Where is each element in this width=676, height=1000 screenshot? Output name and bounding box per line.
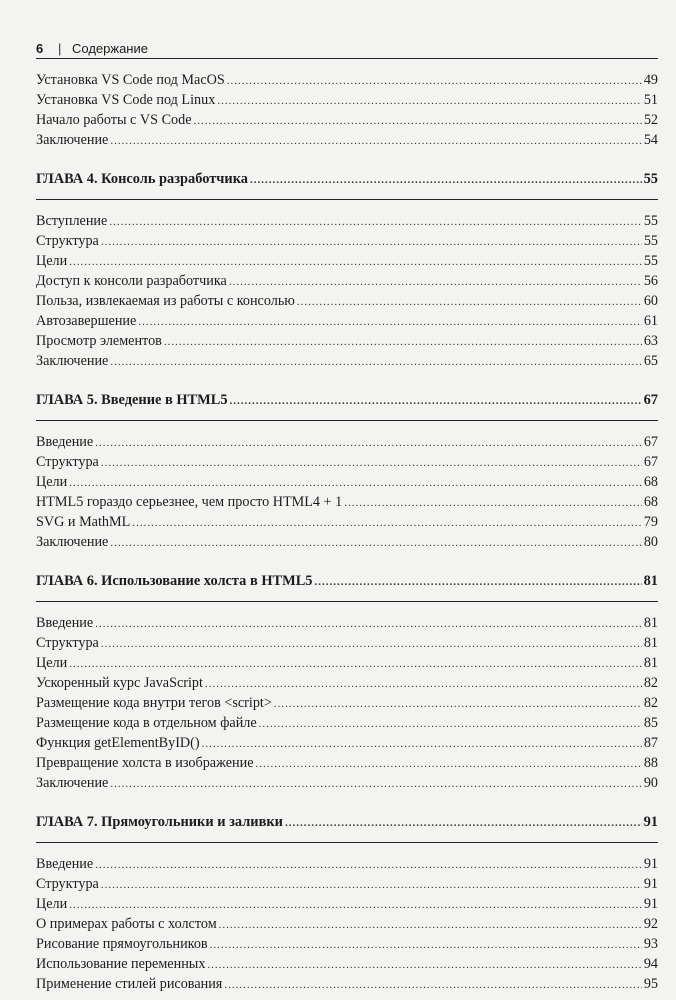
- entry-title: Превращение холста в изображение: [36, 755, 254, 771]
- page-number: 6: [36, 41, 44, 56]
- entry-page: 60: [643, 293, 658, 309]
- toc-entry[interactable]: [36, 854, 658, 874]
- toc-entry[interactable]: [36, 954, 658, 974]
- entry-page: 54: [643, 132, 658, 148]
- entry-title: Введение: [36, 856, 94, 872]
- leader-dots: [256, 754, 642, 774]
- chapter-title: ГЛАВА 6. Использование холста в HTML5: [36, 573, 313, 589]
- toc-entry[interactable]: [36, 271, 658, 291]
- entry-page: 81: [643, 635, 658, 651]
- running-head-title: Содержание: [72, 41, 148, 56]
- leader-dots: [259, 714, 642, 734]
- entry-page: 55: [643, 233, 658, 249]
- entry-title: Установка VS Code под Linux: [36, 92, 216, 108]
- entry-title: SVG и MathML: [36, 514, 131, 530]
- toc-entry[interactable]: [36, 231, 658, 251]
- entry-title: Автозавершение: [36, 313, 137, 329]
- entry-title: Структура: [36, 233, 99, 249]
- leader-dots: [207, 955, 641, 975]
- entry-title: Ускоренный курс JavaScript: [36, 675, 203, 691]
- leader-dots: [194, 111, 642, 131]
- leader-dots: [285, 813, 642, 833]
- leader-dots: [101, 875, 642, 895]
- leader-dots: [138, 312, 642, 332]
- leader-dots: [230, 391, 642, 411]
- entry-title: Заключение: [36, 775, 109, 791]
- chapter-title: ГЛАВА 4. Консоль разработчика: [36, 171, 248, 187]
- toc-entry[interactable]: [36, 653, 658, 673]
- entry-title: Цели: [36, 474, 68, 490]
- entry-page: 90: [643, 775, 658, 791]
- entry-title: Рисование прямоугольников: [36, 936, 208, 952]
- toc-entry[interactable]: [36, 914, 658, 934]
- leader-dots: [69, 252, 642, 272]
- entry-title: Размещение кода в отдельном файле: [36, 715, 257, 731]
- entry-page: 63: [643, 333, 658, 349]
- entry-page: 81: [643, 615, 658, 631]
- entry-title: Цели: [36, 896, 68, 912]
- entry-title: Цели: [36, 655, 68, 671]
- entry-title: Начало работы с VS Code: [36, 112, 192, 128]
- toc-entry[interactable]: [36, 874, 658, 894]
- toc-entry[interactable]: [36, 110, 658, 130]
- entry-title: Заключение: [36, 132, 109, 148]
- entry-page: 51: [643, 92, 658, 108]
- toc-entry[interactable]: [36, 492, 658, 512]
- toc-entry[interactable]: [36, 613, 658, 633]
- entry-page: 65: [643, 353, 658, 369]
- leader-dots: [101, 232, 642, 252]
- entry-page: 80: [643, 534, 658, 550]
- leader-dots: [274, 694, 642, 714]
- toc-entry[interactable]: [36, 693, 658, 713]
- chapter-title: ГЛАВА 5. Введение в HTML5: [36, 392, 228, 408]
- toc-entry[interactable]: [36, 633, 658, 653]
- entry-title: HTML5 гораздо серьезнее, чем просто HTML4 + 1: [36, 494, 343, 510]
- leader-dots: [101, 453, 642, 473]
- leader-dots: [202, 734, 642, 754]
- chapter-page: 67: [643, 392, 658, 408]
- entry-page: 55: [643, 253, 658, 269]
- leader-dots: [95, 614, 642, 634]
- toc-entry[interactable]: [36, 532, 658, 552]
- entry-title: Использование переменных: [36, 956, 206, 972]
- chapter-page: 81: [643, 573, 658, 589]
- toc-entry[interactable]: [36, 713, 658, 733]
- toc-entry[interactable]: [36, 211, 658, 231]
- chapter-heading[interactable]: [36, 169, 658, 189]
- entry-title: Структура: [36, 876, 99, 892]
- entry-page: 82: [643, 695, 658, 711]
- leader-dots: [344, 493, 642, 513]
- leader-dots: [110, 774, 641, 794]
- entry-page: 91: [643, 856, 658, 872]
- entry-page: 79: [643, 514, 658, 530]
- entry-title: Заключение: [36, 353, 109, 369]
- entry-page: 87: [643, 735, 658, 751]
- chapter-rule: [36, 601, 658, 602]
- leader-dots: [227, 71, 642, 91]
- entry-title: Установка VS Code под MacOS: [36, 72, 225, 88]
- entry-page: 49: [643, 72, 658, 88]
- chapter-rule: [36, 842, 658, 843]
- leader-dots: [95, 855, 642, 875]
- leader-dots: [315, 572, 642, 592]
- entry-page: 95: [643, 976, 658, 992]
- toc-entry[interactable]: [36, 432, 658, 452]
- entry-page: 85: [643, 715, 658, 731]
- toc-entry[interactable]: [36, 934, 658, 954]
- leader-dots: [297, 292, 642, 312]
- chapter-page: 91: [643, 814, 658, 830]
- entry-title: Функция getElementByID(): [36, 735, 200, 751]
- leader-dots: [95, 433, 642, 453]
- toc-entry[interactable]: [36, 351, 658, 371]
- toc-entry[interactable]: [36, 974, 658, 994]
- toc-entry[interactable]: [36, 673, 658, 693]
- leader-dots: [110, 352, 641, 372]
- toc-entry[interactable]: [36, 472, 658, 492]
- leader-dots: [217, 91, 641, 111]
- entry-title: О примерах работы с холстом: [36, 916, 217, 932]
- leader-dots: [164, 332, 642, 352]
- entry-page: 91: [643, 876, 658, 892]
- entry-page: 94: [643, 956, 658, 972]
- chapter-heading[interactable]: [36, 390, 658, 410]
- leader-dots: [224, 975, 641, 995]
- leader-dots: [69, 473, 642, 493]
- chapter-heading[interactable]: [36, 812, 658, 832]
- running-head: [36, 36, 658, 59]
- leader-dots: [69, 654, 642, 674]
- leader-dots: [110, 131, 641, 151]
- toc-entry[interactable]: [36, 70, 658, 90]
- leader-dots: [132, 513, 642, 533]
- entry-title: Структура: [36, 635, 99, 651]
- toc-entry[interactable]: [36, 452, 658, 472]
- entry-title: Польза, извлекаемая из работы с консолью: [36, 293, 295, 309]
- leader-dots: [110, 533, 641, 553]
- header-separator: |: [58, 41, 62, 56]
- entry-page: 92: [643, 916, 658, 932]
- entry-page: 67: [643, 454, 658, 470]
- leader-dots: [210, 935, 642, 955]
- entry-page: 68: [643, 494, 658, 510]
- leader-dots: [229, 272, 642, 292]
- leader-dots: [69, 895, 642, 915]
- entry-page: 67: [643, 434, 658, 450]
- toc-entry[interactable]: [36, 130, 658, 150]
- entry-page: 61: [643, 313, 658, 329]
- leader-dots: [219, 915, 642, 935]
- toc-entry[interactable]: [36, 291, 658, 311]
- entry-title: Доступ к консоли разработчика: [36, 273, 227, 289]
- toc-entry[interactable]: [36, 90, 658, 110]
- entry-title: Просмотр элементов: [36, 333, 162, 349]
- toc-entry[interactable]: [36, 251, 658, 271]
- entry-page: 56: [643, 273, 658, 289]
- leader-dots: [250, 170, 642, 190]
- toc-entry[interactable]: [36, 894, 658, 914]
- leader-dots: [101, 634, 642, 654]
- chapter-rule: [36, 199, 658, 200]
- entry-page: 81: [643, 655, 658, 671]
- table-of-contents: [36, 70, 658, 994]
- entry-page: 88: [643, 755, 658, 771]
- entry-page: 52: [643, 112, 658, 128]
- entry-title: Введение: [36, 434, 94, 450]
- entry-page: 68: [643, 474, 658, 490]
- toc-entry[interactable]: [36, 773, 658, 793]
- leader-dots: [109, 212, 641, 232]
- chapter-rule: [36, 420, 658, 421]
- toc-entry[interactable]: [36, 311, 658, 331]
- toc-entry[interactable]: [36, 331, 658, 351]
- leader-dots: [205, 674, 642, 694]
- entry-page: 55: [643, 213, 658, 229]
- chapter-title: ГЛАВА 7. Прямоугольники и заливки: [36, 814, 283, 830]
- entry-title: Вступление: [36, 213, 108, 229]
- entry-page: 82: [643, 675, 658, 691]
- entry-title: Цели: [36, 253, 68, 269]
- entry-title: Применение стилей рисования: [36, 976, 223, 992]
- toc-entry[interactable]: [36, 733, 658, 753]
- entry-title: Размещение кода внутри тегов <script>: [36, 695, 272, 711]
- chapter-page: 55: [643, 171, 658, 187]
- chapter-heading[interactable]: [36, 571, 658, 591]
- entry-title: Введение: [36, 615, 94, 631]
- entry-title: Структура: [36, 454, 99, 470]
- toc-entry[interactable]: [36, 512, 658, 532]
- toc-entry[interactable]: [36, 753, 658, 773]
- entry-title: Заключение: [36, 534, 109, 550]
- entry-page: 93: [643, 936, 658, 952]
- entry-page: 91: [643, 896, 658, 912]
